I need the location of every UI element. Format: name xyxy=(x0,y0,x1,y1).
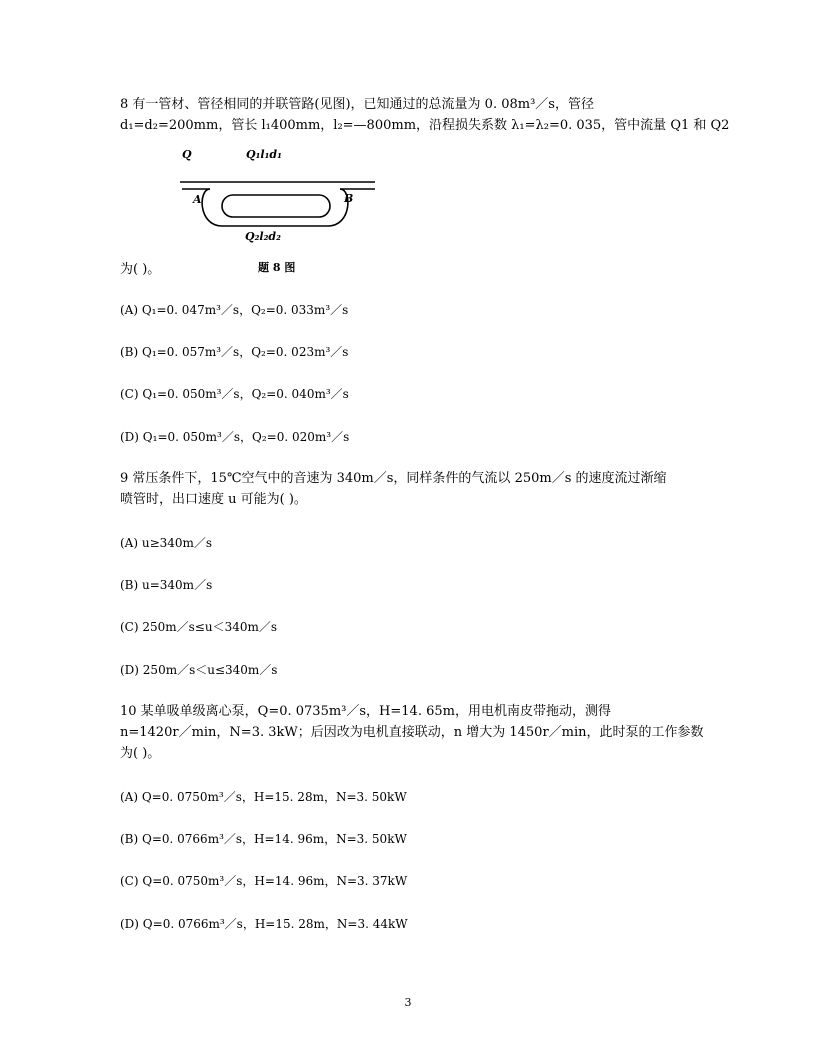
figure-label-b: B xyxy=(344,192,354,205)
q10-text-line1: 10 某单吸单级离心泵，Q=0. 0735m³／s，H=14. 65m，用电机南皮带拖动，测得 xyxy=(120,704,611,719)
q10-option-b: (B) Q=0. 0766m³／s，H=14. 96m，N=3. 50kW xyxy=(120,832,407,846)
q8-text-line3: 为( )。 xyxy=(120,262,161,277)
parallel-pipe-figure xyxy=(170,140,380,270)
figure-label-q: Q xyxy=(182,148,192,161)
q9-option-c: (C) 250m／s≤u＜340m／s xyxy=(120,620,278,634)
q10-text-line3: 为( )。 xyxy=(120,746,161,761)
q9-option-a: (A) u≥340m／s xyxy=(120,536,213,550)
q10-option-c: (C) Q=0. 0750m³／s，H=14. 96m，N=3. 37kW xyxy=(120,874,408,888)
page-number: 3 xyxy=(404,996,412,1009)
q10-option-d: (D) Q=0. 0766m³／s，H=15. 28m，N=3. 44kW xyxy=(120,917,408,931)
q9-option-b: (B) u=340m／s xyxy=(120,578,213,592)
figure-caption: 题 8 图 xyxy=(258,261,296,274)
q8-text-line1: 8 有一管材、管径相同的并联管路(见图)，已知通过的总流量为 0. 08m³／s，管径 xyxy=(120,97,594,112)
figure-label-top-branch: Q₁l₁d₁ xyxy=(246,148,282,161)
q8-option-b: (B) Q₁=0. 057m³／s，Q₂=0. 023m³／s xyxy=(120,345,349,359)
figure-label-a: A xyxy=(193,193,202,206)
q9-option-d: (D) 250m／s＜u≤340m／s xyxy=(120,663,278,677)
q8-text-line2: d₁=d₂=200mm，管长 l₁400mm，l₂=—800mm，沿程损失系数 λ₁=λ₂=0. 035，管中流量 Q1 和 Q2 xyxy=(120,118,730,133)
q9-text-line2: 喷管时，出口速度 u 可能为( )。 xyxy=(120,492,307,507)
q8-option-d: (D) Q₁=0. 050m³／s，Q₂=0. 020m³／s xyxy=(120,430,350,444)
q9-text-line1: 9 常压条件下，15℃空气中的音速为 340m／s，同样条件的气流以 250m／s 的速度流过渐缩 xyxy=(120,471,667,486)
figure-label-bottom-branch: Q₂l₂d₂ xyxy=(245,230,281,243)
q10-option-a: (A) Q=0. 0750m³／s，H=15. 28m，N=3. 50kW xyxy=(120,790,407,804)
q8-option-a: (A) Q₁=0. 047m³／s，Q₂=0. 033m³／s xyxy=(120,303,349,317)
q8-option-c: (C) Q₁=0. 050m³／s，Q₂=0. 040m³／s xyxy=(120,387,349,401)
q10-text-line2: n=1420r／min，N=3. 3kW；后因改为电机直接联动，n 增大为 1450r／min，此时泵的工作参数 xyxy=(120,725,704,740)
